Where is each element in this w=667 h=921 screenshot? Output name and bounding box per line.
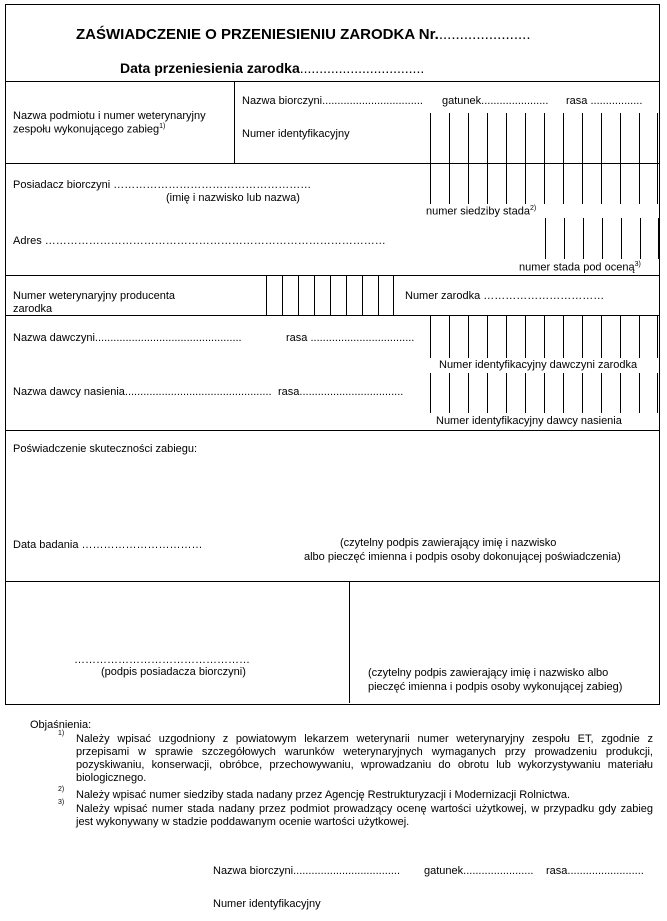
divider [5, 581, 659, 582]
owner-field[interactable]: Posiadacz biorczyni ……………………………………………… [13, 179, 312, 191]
footer-recipient-name-field[interactable]: Nazwa biorczyni................................... [213, 865, 401, 877]
owner-hint: (imię i nazwisko lub nazwa) [166, 192, 300, 204]
divider [5, 430, 659, 431]
address-field[interactable]: Adres ………………………………………………………………………………… [13, 235, 386, 247]
producer-number-boxes[interactable] [266, 275, 394, 315]
sire-name-field[interactable]: Nazwa dawcy nasienia................................................ [13, 386, 272, 398]
id-number-label: Numer identyfikacyjny [242, 128, 350, 140]
note-number: 3) [58, 799, 65, 806]
producer-label: Numer weterynaryjny producenta [13, 290, 176, 302]
form-title: ZAŚWIADCZENIE O PRZENIESIENIU ZARODKA Nr....................... [76, 26, 531, 43]
recipient-id-boxes[interactable] [430, 113, 658, 163]
note-text: Należy wpisać numer siedziby stada nadany przez Agencję Restrukturyzacji i Modernizacji Rolnictwa. [76, 789, 570, 801]
embryo-number-field[interactable]: Numer zarodka …………………………… [405, 290, 605, 302]
donor-breed-field[interactable]: rasa .................................. [286, 332, 415, 344]
certifier-sign-line1: (czytelny podpis zawierający imię i nazwisko [340, 537, 557, 549]
sire-id-label: Numer identyfikacyjny dawcy nasienia [436, 415, 622, 427]
certifier-sign-line2: albo pieczęć imienna i podpis osoby dokonującej poświadczenia) [304, 551, 621, 563]
evaluated-herd-boxes[interactable] [545, 218, 659, 259]
entity-label-2: zespołu wykonującego zabieg$^{1)}$ [13, 123, 166, 136]
exam-date-field[interactable]: Data badania …………………………… [13, 539, 203, 551]
owner-signature-line[interactable]: ………………………………………… [74, 654, 250, 666]
breed-field[interactable]: rasa ................. [566, 95, 643, 107]
herd-location-label: numer siedziby stada$^{2)}$ [426, 205, 537, 218]
note-text: Należy wpisać uzgodniony z powiatowym lekarzem weterynarii numer weterynaryjny zespołu ET, zgodnie z przepisami w sprawie szczegółowych warunków weterynaryjnych wymaganych przy prowadzeniu produkcji, pozyskiwaniu, konserwacji, obróbce, przechowywaniu, wprowadzaniu do obrotu lub wykorzystywaniu materiału biologicznego. [76, 733, 653, 784]
entity-label: Nazwa podmiotu i numer weterynaryjny [13, 110, 206, 122]
notes-heading: Objaśnienia: [30, 719, 92, 731]
divider [349, 581, 350, 703]
donor-id-label: Numer identyfikacyjny dawczyni zarodka [439, 359, 638, 371]
evaluated-herd-label: numer stada pod oceną$^{3)}$ [519, 261, 641, 274]
owner-signature-label: (podpis posiadacza biorczyni) [101, 666, 246, 678]
performer-sign-line2: pieczęć imienna i podpis osoby wykonującej zabieg) [368, 681, 623, 693]
species-field[interactable]: gatunek...................... [442, 95, 549, 107]
herd-location-boxes[interactable] [430, 163, 658, 204]
footer-id-number-label: Numer identyfikacyjny [213, 898, 321, 910]
footer-breed-field[interactable]: rasa......................... [546, 865, 644, 877]
divider [234, 81, 235, 163]
divider [5, 81, 659, 82]
recipient-name-field[interactable]: Nazwa biorczyni................................. [242, 95, 423, 107]
donor-id-boxes[interactable] [430, 315, 658, 358]
footer-species-field[interactable]: gatunek....................... [424, 865, 534, 877]
effectiveness-label: Poświadczenie skuteczności zabiegu: [13, 443, 198, 455]
performer-sign-line1: (czytelny podpis zawierający imię i nazwisko albo [368, 667, 609, 679]
producer-label-2: zarodka [13, 303, 53, 315]
sire-breed-field[interactable]: rasa.................................. [278, 386, 404, 398]
donor-name-field[interactable]: Nazwa dawczyni................................................ [13, 332, 242, 344]
transfer-date: Data przeniesienia zarodka................................ [120, 60, 425, 76]
note-number: 1) [58, 730, 65, 737]
note-number: 2) [58, 786, 65, 793]
sire-id-boxes[interactable] [430, 373, 658, 413]
note-text: Należy wpisać numer stada nadany przez podmiot prowadzący ocenę wartości użytkowej, w przypadku gdy zabieg jest wykonywany w stadzie poddawanym ocenie wartości użytkowej. [76, 803, 653, 828]
